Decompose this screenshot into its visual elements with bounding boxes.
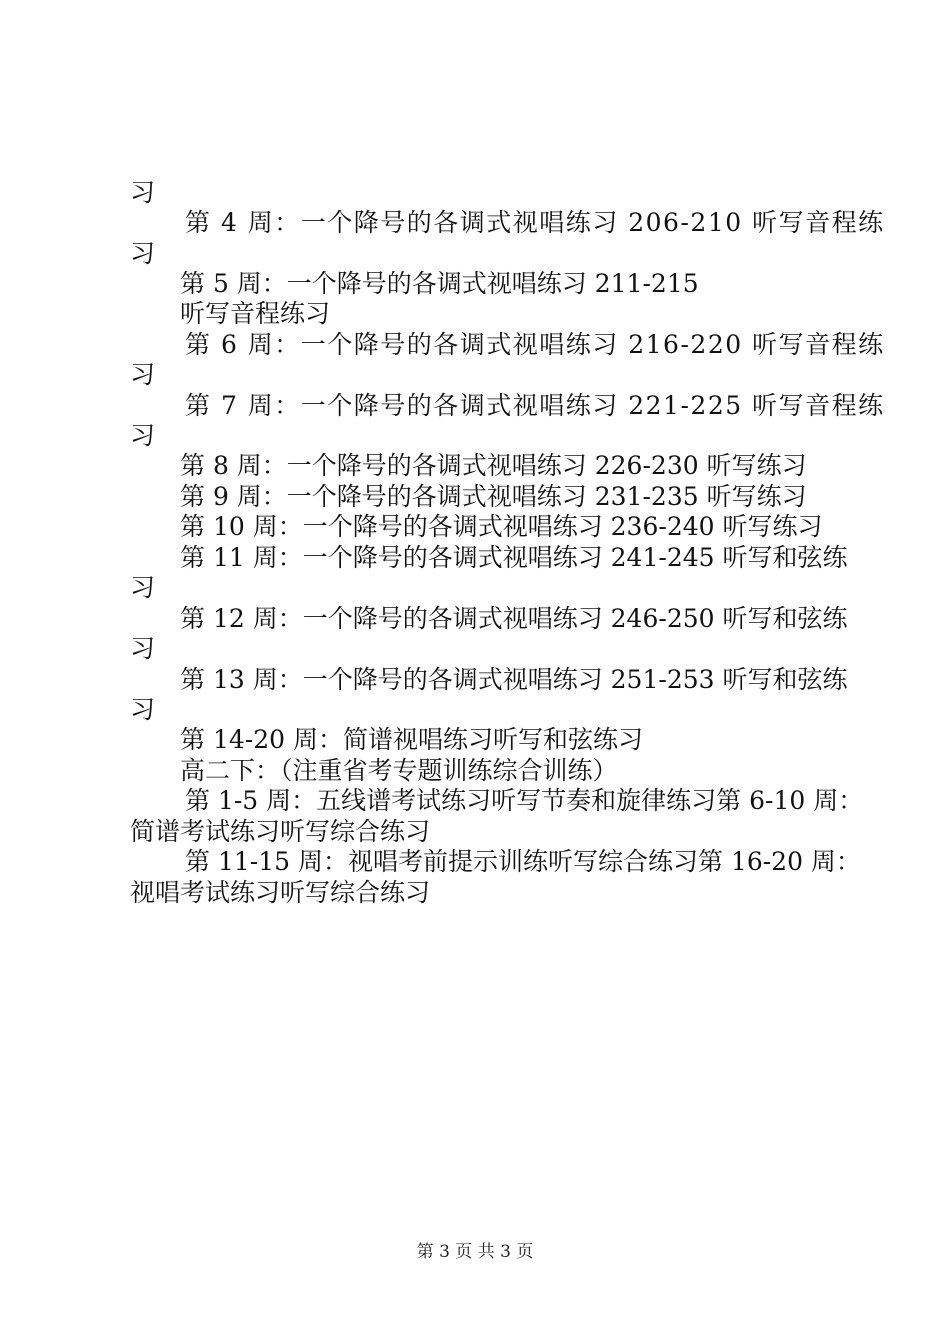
text-line-4: 第 5 周：一个降号的各调式视唱练习 211-215 [180, 269, 699, 298]
text-line-13: 第 11 周：一个降号的各调式视唱练习 241-245 听写和弦练 [180, 543, 848, 572]
text-line-1: 习 [130, 178, 156, 207]
page-footer: 第 3 页 共 3 页 [416, 1242, 534, 1262]
text-line-20: 高二下：（注重省考专题训练综合训练） [180, 756, 618, 785]
text-line-16: 习 [130, 634, 156, 663]
text-line-5: 听写音程练习 [180, 299, 331, 328]
text-line-15: 第 12 周：一个降号的各调式视唱练习 246-250 听写和弦练 [180, 604, 848, 633]
text-line-10: 第 8 周：一个降号的各调式视唱练习 226-230 听写练习 [180, 451, 807, 480]
text-line-3: 习 [130, 239, 156, 268]
text-line-11: 第 9 周：一个降号的各调式视唱练习 231-235 听写练习 [180, 482, 807, 511]
text-line-18: 习 [130, 695, 156, 724]
text-line-12: 第 10 周：一个降号的各调式视唱练习 236-240 听写练习 [180, 512, 823, 541]
text-line-21: 第 1-5 周：五线谱考试练习听写节奏和旋律练习第 6-10 周： [185, 786, 864, 815]
text-line-9: 习 [130, 421, 156, 450]
text-line-8: 第 7 周：一个降号的各调式视唱练习 221-225 听写音程练 [185, 391, 885, 420]
text-line-19: 第 14-20 周：简谱视唱练习听写和弦练习 [180, 725, 643, 754]
text-line-14: 习 [130, 573, 156, 602]
text-line-22: 简谱考试练习听写综合练习 [130, 817, 431, 846]
text-line-7: 习 [130, 360, 156, 389]
text-line-6: 第 6 周：一个降号的各调式视唱练习 216-220 听写音程练 [185, 330, 885, 359]
text-line-23: 第 11-15 周：视唱考前提示训练听写综合练习第 16-20 周： [185, 847, 861, 876]
text-line-17: 第 13 周：一个降号的各调式视唱练习 251-253 听写和弦练 [180, 665, 848, 694]
text-line-2: 第 4 周：一个降号的各调式视唱练习 206-210 听写音程练 [185, 208, 885, 237]
text-line-24: 视唱考试练习听写综合练习 [130, 878, 431, 907]
